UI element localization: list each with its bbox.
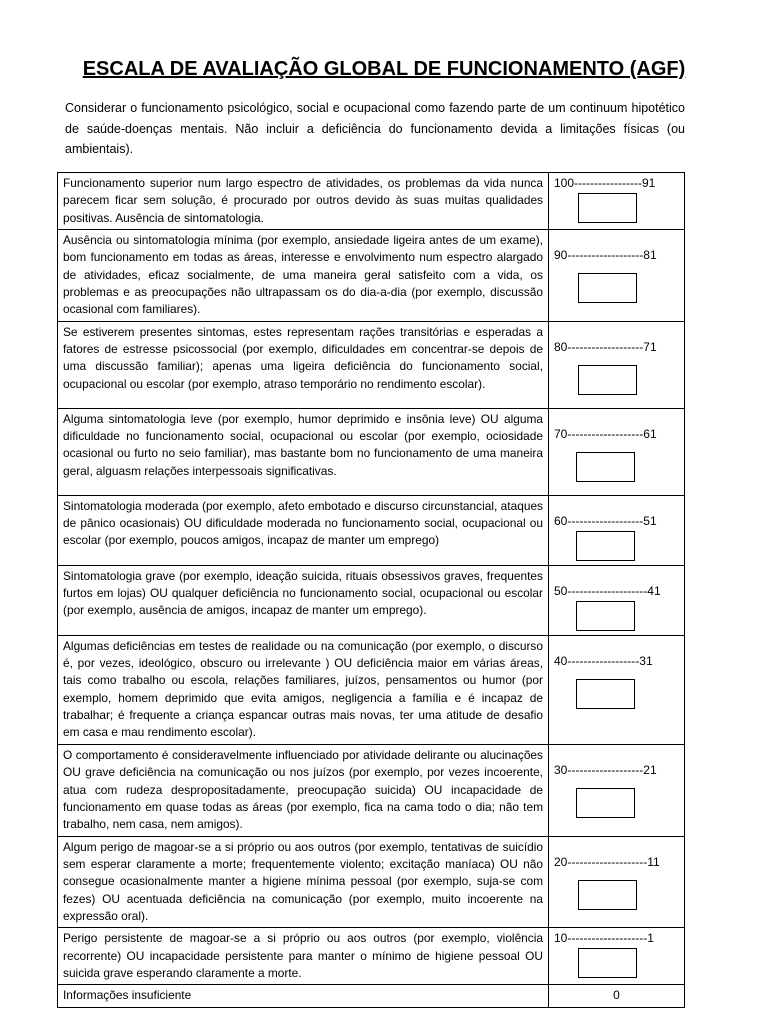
score-input-box[interactable] [576,788,635,818]
row-range-label: 80-------------------71 [554,339,657,354]
row-description: Perigo persistente de magoar-se a si próprio ou aos outros (por exemplo, violência recorrente) OU incapacidade persistente para manter o mínimo de higiene pessoal OU suicida grave esperando claramente a morte. [58,928,549,985]
row-range-label: 60-------------------51 [554,513,657,528]
row-range-cell [549,230,685,322]
score-input-box[interactable] [576,452,635,482]
scale-row [58,495,685,565]
scale-row [58,928,685,985]
score-input-box[interactable] [576,601,635,631]
score-input-box[interactable] [578,880,637,910]
row-description: Se estiverem presentes sintomas, estes representam rações transitórias e esperadas a fatores de estresse psicossocial (por exemplo, dificuldades em concentrar-se depois de uma discussão familiar); apenas uma ligeira deficiência do funcionamento social, ocupacional ou escolar (por exemplo, atraso temporário no rendimento escolar). [58,321,549,408]
row-range-label: 20--------------------11 [554,854,660,869]
row-range-label: 10--------------------1 [554,931,654,946]
score-input-box[interactable] [578,193,637,223]
intro-paragraph: Considerar o funcionamento psicológico, social e ocupacional como fazendo parte de um continuum hipotético de saúde-doenças mentais. Não incluir a deficiência do funcionamento devida a limitações físicas (ou ambientais). [65,101,685,156]
row-range-cell [549,744,685,836]
row-range-cell [549,836,685,928]
gaf-scale-table [57,172,685,1008]
row-description: Ausência ou sintomatologia mínima (por exemplo, ansiedade ligeira antes de um exame), bom funcionamento em todas as áreas, interesse e envolvimento num espectro alargado de atividades, eficaz socialmente, de uma maneira geral satisfeito com a vida, os problemas e as preocupações não ultrapassam os do dia-a-dia (por exemplo, discussão ocasional com familiares). [58,230,549,322]
row-range-cell [549,635,685,744]
row-range-cell [549,495,685,565]
scale-row [58,635,685,744]
row-range-cell [549,321,685,408]
row-range-label: 100-----------------91 [554,176,656,190]
row-range-cell [549,173,685,230]
row-range-label: 50--------------------41 [554,583,661,598]
row-range-label: 90-------------------81 [554,248,657,263]
score-input-box[interactable] [578,273,637,303]
score-input-box[interactable] [578,365,637,395]
row-description: Sintomatologia grave (por exemplo, ideação suicida, rituais obsessivos graves, frequentes furtos em lojas) OU qualquer deficiência no funcionamento social, ocupacional ou escolar (por exemplo, ausência de amigos, incapaz de manter um emprego). [58,565,549,635]
row-range-cell [549,565,685,635]
insufficient-info-row [58,985,685,1007]
row-description: Algum perigo de magoar-se a si próprio ou aos outros (por exemplo, tentativas de suicídio sem esperar claramente a morte; frequentemente violento; excitação maníaca) OU não consegue ocasionalmente manter a higiene mínima pessoal (por exemplo, suja-se com fezes) OU acentuada deficiência na comunicação (por exemplo, muito incoerente na expressão oral). [58,836,549,928]
scale-row [58,173,685,230]
row-description: Informações insuficiente [58,985,549,1007]
scale-row [58,836,685,928]
row-range-label: 40------------------31 [554,653,653,668]
score-input-box[interactable] [578,948,637,978]
row-description: Sintomatologia moderada (por exemplo, afeto embotado e discurso circunstancial, ataques de pânico ocasionais) OU dificuldade moderada no funcionamento social, ocupacional ou escolar (por exemplo, poucos amigos, incapaz de manter um emprego) [58,495,549,565]
score-input-box[interactable] [576,679,635,709]
scale-row [58,744,685,836]
scale-table-body [58,173,685,1008]
row-description: O comportamento é consideravelmente influenciado por atividade delirante ou alucinações OU grave deficiência na comunicação ou nos juízos (por exemplo, por vezes incoerente, atua com rudeza despropositadamente, preocupação suicida) OU incapacidade de funcionamento em quase todas as áreas (por exemplo, fica na cama todo o dia; não tem trabalho, nem casa, nem amigos). [58,744,549,836]
row-range-cell [549,928,685,985]
scale-row [58,408,685,495]
scale-row [58,321,685,408]
score-input-box[interactable] [576,531,635,561]
row-range-label: 70-------------------61 [554,426,657,441]
scale-row [58,565,685,635]
row-description: Algumas deficiências em testes de realidade ou na comunicação (por exemplo, o discurso é, por vezes, ideológico, obscuro ou irrelevante ) OU deficiência maior em várias áreas, tais como trabalho ou escola, relações familiares, juízos, pensamentos ou humor (por exemplo, homem deprimido que evita amigos, negligencia a família e é incapaz de trabalhar; é frequente a criança espancar outras mais novas, ter uma atitude de desafio em casa e mau rendimento escolar). [58,635,549,744]
scale-row [58,230,685,322]
row-range-label: 30-------------------21 [554,762,657,777]
row-description: Alguma sintomatologia leve (por exemplo, humor deprimido e insônia leve) OU alguma dificuldade no funcionamento social, ocupacional ou escolar (por exemplo, ociosidade ocasional ou furto no seio familiar), mas bastante bom no funcionamento de uma maneira geral, alguasm relações interpessoais significativas. [58,408,549,495]
row-range-cell [549,408,685,495]
row-score-zero: 0 [549,985,685,1007]
row-description: Funcionamento superior num largo espectro de atividades, os problemas da vida nunca parecem ficar sem solução, é procurado por outros devido às suas muitas qualidades positivas. Ausência de sintomatologia. [58,173,549,230]
document-title: ESCALA DE AVALIAÇÃO GLOBAL DE FUNCIONAMENTO (AGF) [82,58,686,80]
